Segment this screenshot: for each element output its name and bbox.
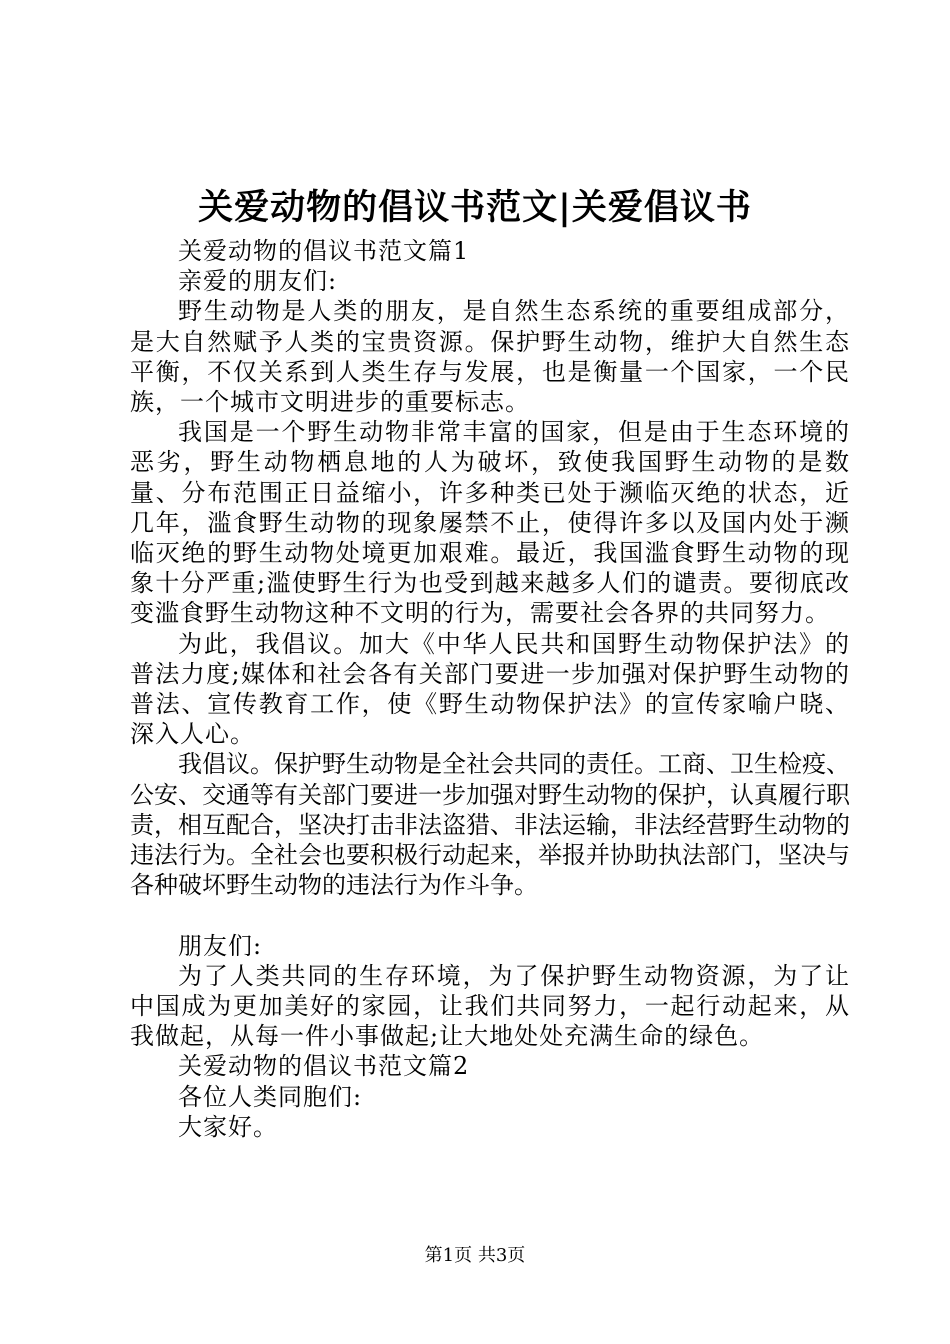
document-title: 关爱动物的倡议书范文|关爱倡议书 [198, 187, 752, 228]
salutation-2: 各位人类同胞们: [178, 1082, 363, 1111]
document-body [130, 236, 850, 1142]
section-heading-1: 关爱动物的倡议书范文篇1 [178, 237, 470, 265]
greeting: 大家好。 [178, 1112, 278, 1141]
paragraph-initiative-responsibility: 我倡议。保护野生动物是全社会共同的责任。工商、卫生检疫、公安、交通等有关部门要进一步加强对野生动物的保护，认真履行职责，相互配合，坚决打击非法盗猎、非法运输，非法经营野生动物的违法行为。全社会也要积极行动起来，举报并协助执法部门，坚决与各种破坏野生动物的违法行为作斗争。 [130, 750, 850, 900]
salutation: 亲爱的朋友们: [178, 267, 338, 296]
paragraph-initiative-law: 为此，我倡议。加大《中华人民共和国野生动物保护法》的普法力度;媒体和社会各有关部门要进一步加强对保护野生动物的普法、宣传教育工作，使《野生动物保护法》的宣传家喻户晓、深入人心。 [130, 629, 850, 749]
paragraph-call-to-action: 为了人类共同的生存环境，为了保护野生动物资源，为了让中国成为更加美好的家园，让我们共同努力，一起行动起来，从我做起，从每一件小事做起;让大地处处充满生命的绿色。 [130, 961, 850, 1051]
blank-line [130, 900, 850, 930]
friends-salutation: 朋友们: [178, 931, 263, 960]
section-heading-2: 关爱动物的倡议书范文篇2 [178, 1052, 470, 1081]
paragraph-wildlife-friends: 野生动物是人类的朋友，是自然生态系统的重要组成部分，是大自然赋予人类的宝贵资源。保护野生动物，维护大自然生态平衡，不仅关系到人类生存与发展，也是衡量一个国家，一个民族，一个城市文明进步的重要标志。 [130, 297, 850, 417]
paragraph-wildlife-situation: 我国是一个野生动物非常丰富的国家，但是由于生态环境的恶劣，野生动物栖息地的人为破坏，致使我国野生动物的是数量、分布范围正日益缩小，许多种类已处于濒临灭绝的状态，近几年，滥食野生动物的现象屡禁不止，使得许多以及国内处于濒临灭绝的野生动物处境更加艰难。最近，我国滥食野生动物的现象十分严重;滥使野生行为也受到越来越多人们的谴责。要彻底改变滥食野生动物这种不文明的行为，需要社会各界的共同努力。 [130, 418, 850, 628]
page-footer: 第1页 共3页 [424, 1245, 526, 1266]
